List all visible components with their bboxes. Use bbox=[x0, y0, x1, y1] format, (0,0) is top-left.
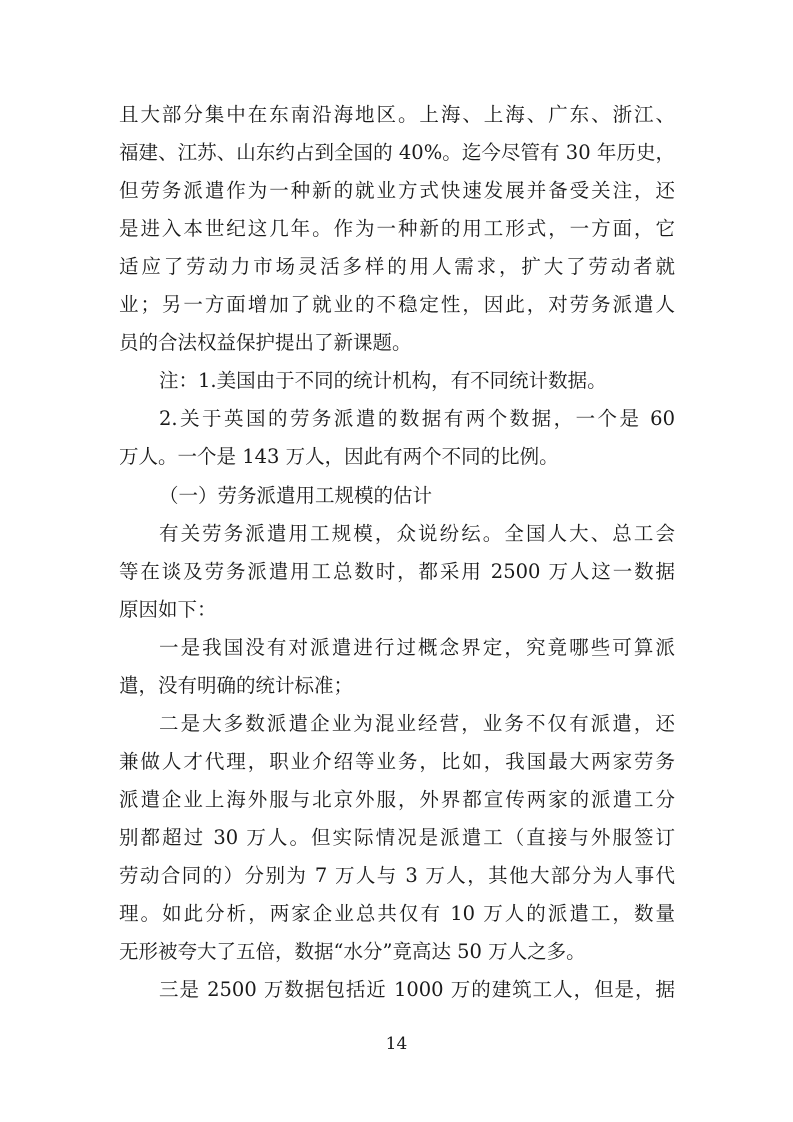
text-line: 劳动合同的）分别为 7 万人与 3 万人，其他大部分为人事代 bbox=[119, 864, 675, 887]
text-line: 遣，没有明确的统计标准； bbox=[119, 674, 354, 697]
text-line: 有关劳务派遣用工规模，众说纷纭。全国人大、总工会 bbox=[159, 522, 675, 545]
text-line: 等在谈及劳务派遣用工总数时，都采用 2500 万人这一数据 bbox=[119, 560, 675, 583]
text-line: 兼做人才代理，职业介绍等业务，比如，我国最大两家劳务 bbox=[119, 750, 675, 773]
text-line: 业；另一方面增加了就业的不稳定性，因此，对劳务派遣人 bbox=[119, 293, 675, 316]
page-number: 14 bbox=[385, 1034, 408, 1054]
text-line: 无形被夸大了五倍，数据“水分”竟高达 50 万人之多。 bbox=[119, 940, 586, 963]
text-line: 且大部分集中在东南沿海地区。上海、上海、广东、浙江、 bbox=[119, 103, 675, 126]
note-line: 万人。一个是 143 万人，因此有两个不同的比例。 bbox=[119, 445, 559, 468]
text-line: 派遣企业上海外服与北京外服，外界都宣传两家的派遣工分 bbox=[119, 788, 675, 811]
text-line: 二是大多数派遣企业为混业经营，业务不仅有派遣，还 bbox=[159, 712, 675, 735]
text-line: 原因如下： bbox=[119, 598, 217, 621]
text-line: 理。如此分析，两家企业总共仅有 10 万人的派遣工，数量 bbox=[119, 902, 675, 925]
text-line: 别都超过 30 万人。但实际情况是派遣工（直接与外服签订 bbox=[119, 826, 675, 849]
text-line: 是进入本世纪这几年。作为一种新的用工形式，一方面，它 bbox=[119, 217, 675, 240]
note-line: 2.关于英国的劳务派遣的数据有两个数据，一个是 60 bbox=[159, 407, 675, 430]
text-line: 员的合法权益保护提出了新课题。 bbox=[119, 331, 412, 354]
text-line: 一是我国没有对派遣进行过概念界定，究竟哪些可算派 bbox=[159, 636, 675, 659]
text-line: 福建、江苏、山东约占到全国的 40%。迄今尽管有 30 年历史， bbox=[119, 141, 675, 164]
text-line: 三是 2500 万数据包括近 1000 万的建筑工人，但是，据 bbox=[159, 978, 675, 1001]
note-line: 注：1.美国由于不同的统计机构，有不同统计数据。 bbox=[159, 369, 607, 392]
text-line: 但劳务派遣作为一种新的就业方式快速发展并备受关注，还 bbox=[119, 179, 675, 202]
text-line: 适应了劳动力市场灵活多样的用人需求，扩大了劳动者就 bbox=[119, 255, 675, 278]
section-heading: （一）劳务派遣用工规模的估计 bbox=[159, 484, 433, 507]
